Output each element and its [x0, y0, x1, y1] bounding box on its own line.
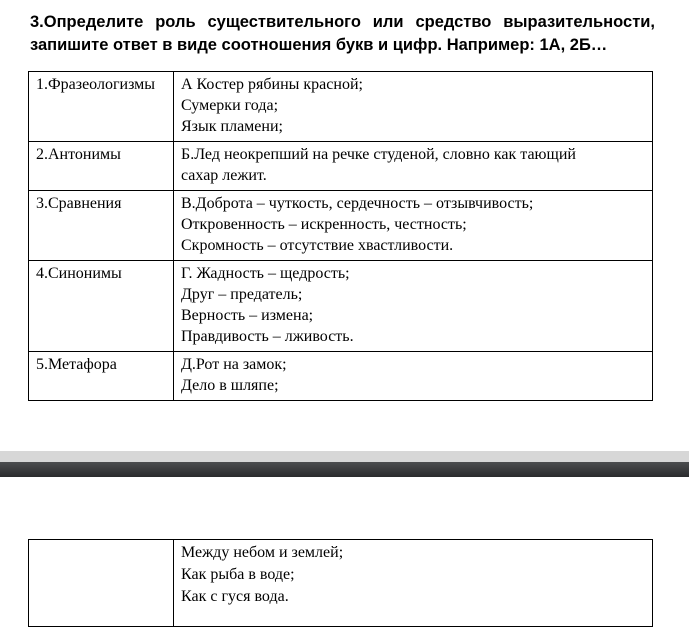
term-cell — [29, 261, 174, 352]
table-row — [29, 261, 653, 352]
term-label: 4.Синонимы — [36, 265, 122, 282]
definition-line: Верность – измена; — [181, 307, 314, 324]
definition-cell — [174, 352, 653, 401]
table-row — [29, 191, 653, 261]
definition-line: Как рыба в воде; — [181, 566, 295, 583]
definition-line: Как с гуся вода. — [181, 588, 289, 605]
definition-line: сахар лежит. — [181, 167, 267, 184]
definition-line: Друг – предатель; — [181, 286, 303, 303]
term-cell — [29, 540, 174, 627]
table-row — [29, 352, 653, 401]
definition-line: Б.Лед неокрепший на речке студеной, словно как тающий — [181, 146, 576, 163]
term-label: 2.Антонимы — [36, 146, 121, 163]
table-row — [29, 142, 653, 191]
definition-line: Правдивость – лживость. — [181, 328, 354, 345]
definition-line: Скромность – отсутствие хвастливости. — [181, 237, 454, 254]
exercise-title — [0, 0, 689, 57]
definition-line: В.Доброта – чуткость, сердечность – отзывчивость; — [181, 195, 534, 212]
definition-cell — [174, 540, 653, 627]
page-break — [0, 451, 689, 477]
definition-line: Сумерки года; — [181, 97, 279, 114]
definition-line: Г. Жадность – щедрость; — [181, 265, 350, 282]
definition-line: А Костер рябины красной; — [181, 76, 363, 93]
exercise-title-line2: запишите ответ в виде соотношения букв и цифр. Например: 1А, 2Б… — [30, 36, 608, 54]
term-cell — [29, 352, 174, 401]
term-cell — [29, 191, 174, 261]
definition-cell — [174, 142, 653, 191]
definition-line: Д.Рот на замок; — [181, 356, 287, 373]
definition-line: Откровенность – искренность, честность; — [181, 216, 467, 233]
term-label: 3.Сравнения — [36, 195, 122, 212]
matching-table-page2 — [28, 539, 653, 627]
term-label: 1.Фразеологизмы — [36, 76, 156, 93]
term-cell — [29, 72, 174, 142]
definition-line: Язык пламени; — [181, 118, 283, 135]
definition-cell — [174, 72, 653, 142]
matching-table-page1 — [28, 71, 653, 401]
exercise-title-line1: 3.Определите роль существительного или средство выразительности, — [30, 13, 655, 31]
definition-cell — [174, 261, 653, 352]
page-break-light-band — [0, 451, 689, 462]
term-label: 5.Метафора — [36, 356, 117, 373]
definition-line: Между небом и землей; — [181, 544, 344, 561]
definition-cell — [174, 191, 653, 261]
term-cell — [29, 142, 174, 191]
definition-line: Дело в шляпе; — [181, 377, 279, 394]
table-row — [29, 540, 653, 627]
table-row — [29, 72, 653, 142]
page-break-dark-band — [0, 462, 689, 477]
